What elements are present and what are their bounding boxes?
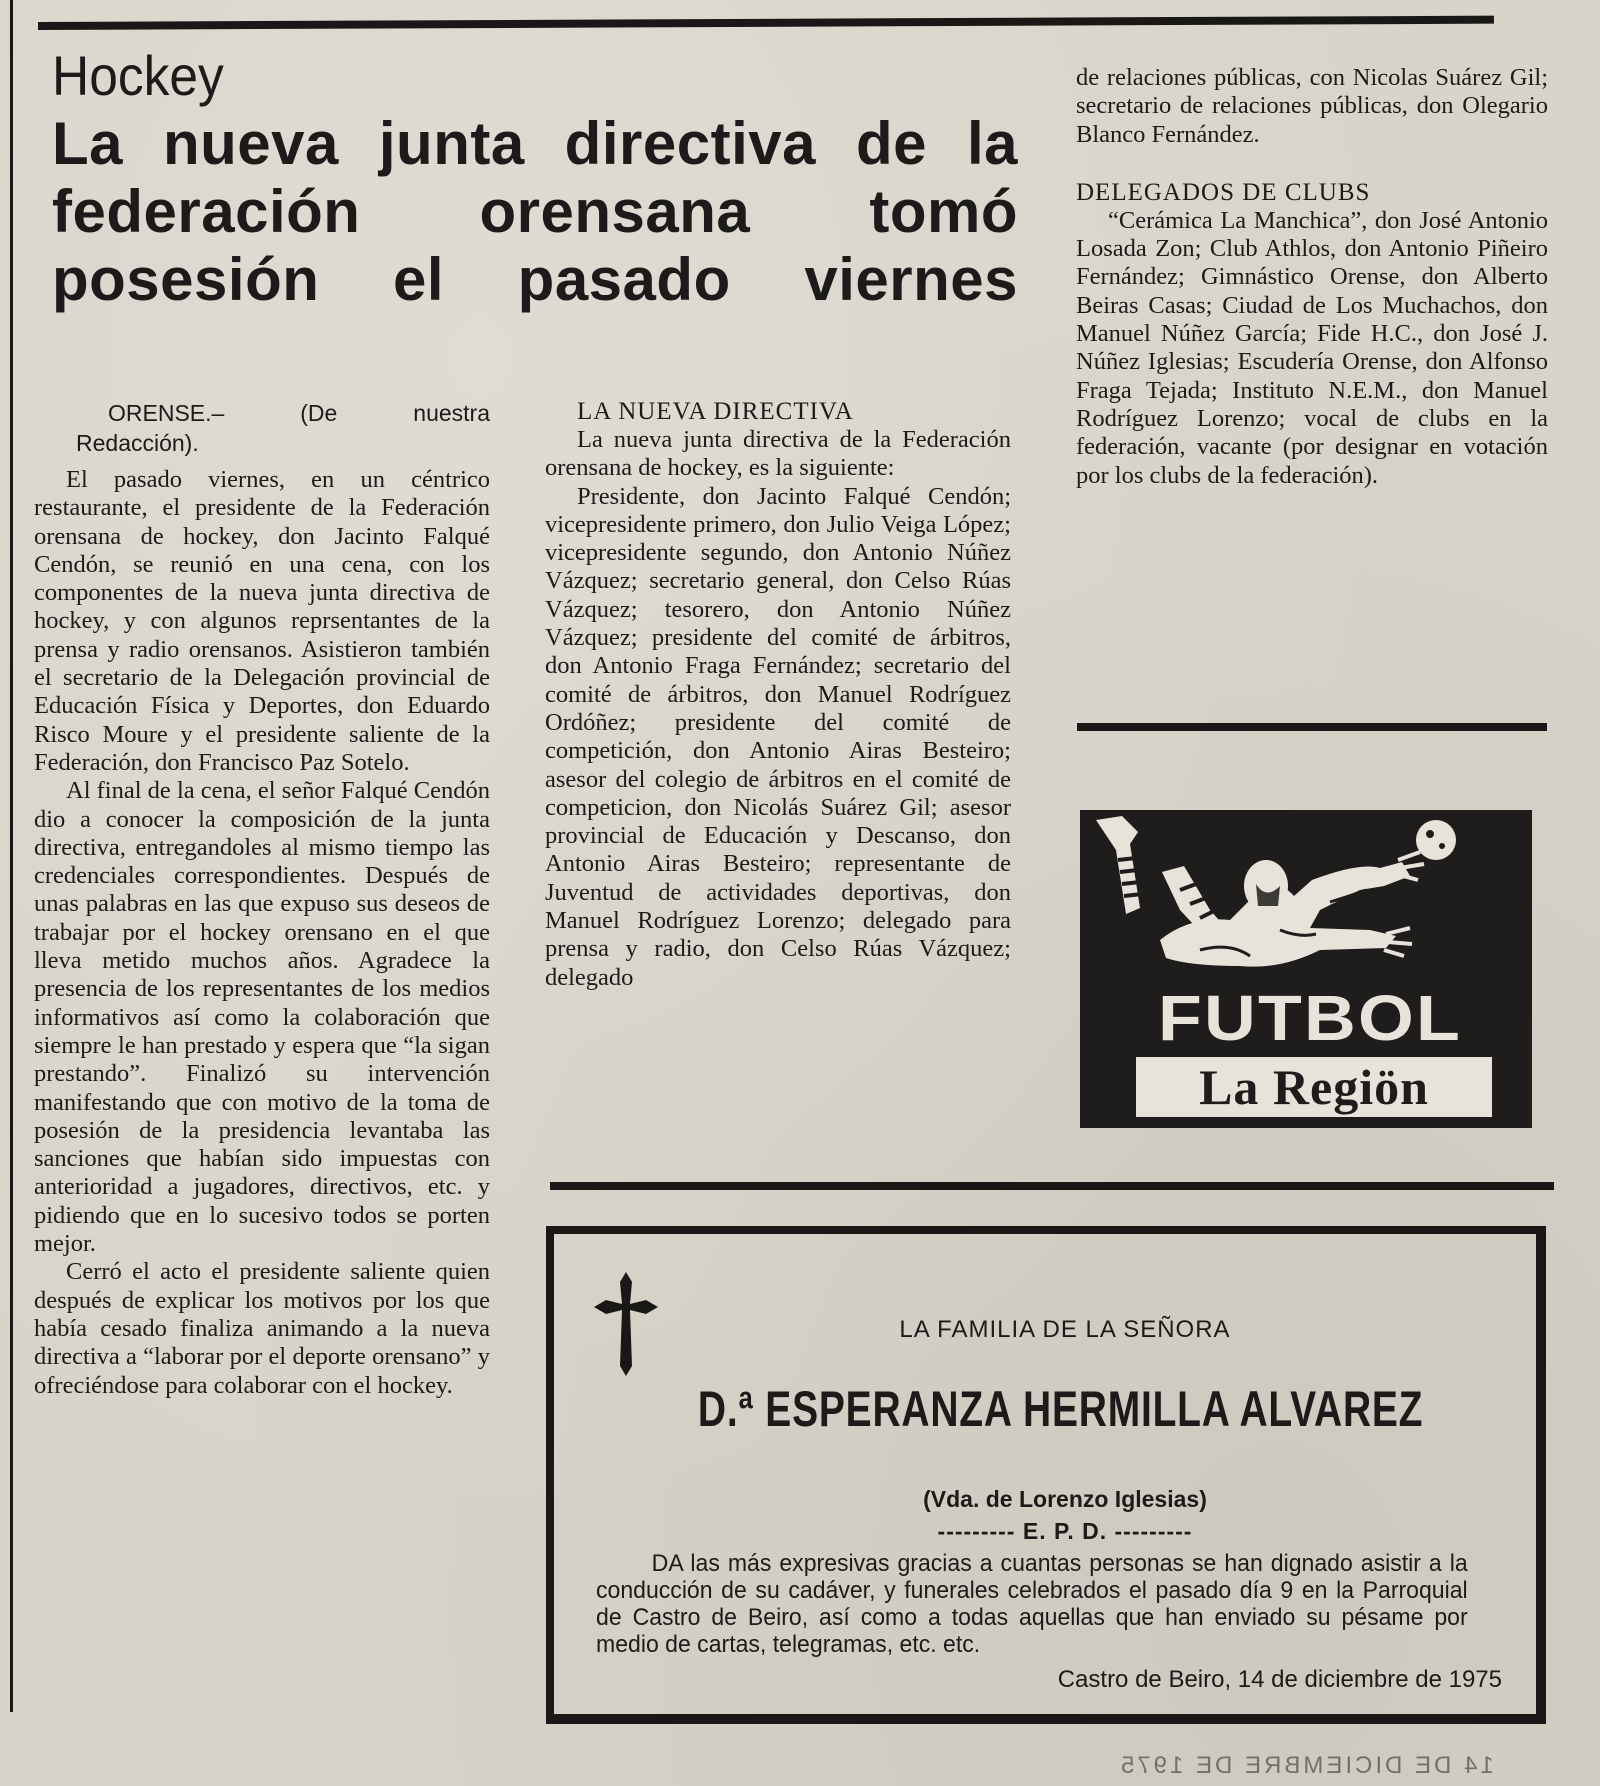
subhead-nueva-directiva: LA NUEVA DIRECTIVA [577,398,854,425]
logo-subtitle: La Regiön [1136,1057,1492,1117]
headline-line: posesión el pasado viernes [52,246,1018,313]
subhead-delegados-de-clubs: DELEGADOS DE CLUBS [1076,178,1371,206]
headline-line: La nueva junta directiva de la [52,110,1018,177]
obituary-notice [546,1226,1546,1724]
byline [34,398,490,458]
paragraph: Presidente, don Jacinto Falqué Cendón; vicepresidente primero, don Julio Veiga López; vicepresidente segundo, don Antonio Núñez Vázquez; secretario general, don Celso Rúas Vázquez; tesorero, don Antonio Núñez Vázquez; presidente del comité de árbitros, don Antonio Fraga Fernández; secretario del comité de árbitros, don Manuel Rodríguez Ordóñez; presidente del comité de competición, don Antonio Airas Besteiro; asesor del colegio de árbitros en el comité de competicion, don Nicolás Suárez Gil; asesor provincial de Educación y Descanso, don Antonio Airas Besteiro; representante de Juventud de actividades deportivas, don Manuel Rodríguez Lorenzo; delegado para prensa y radio, don Celso Rúas Vázquez; delegado [545,482,1011,991]
obituary-widow-of: (Vda. de Lorenzo Iglesias) [923,1486,1207,1512]
article-column-2 [545,398,1011,992]
article-headline [52,110,1018,314]
headline-line: federación orensana tomó [52,178,1018,245]
paragraph: Cerró el acto el presidente saliente quien después de explicar los motivos por los que había cesado finaliza animando a la nueva directiva a “laborar por el deporte orensano” y ofreciéndose para colaborar con el hockey. [34,1258,490,1399]
article-column-3 [1076,64,1548,490]
article-column-1 [34,398,490,1400]
right-column-rule [1077,723,1547,731]
logo-title: FUTBOL [1157,982,1463,1054]
paragraph: La nueva junta directiva de la Federación orensana de hockey, es la siguiente: [545,426,1011,482]
paragraph: “Cerámica La Manchica”, don José Antonio Losada Zon; Club Athlos, don Antonio Piñeiro Fernández; Gimnástico Orense, don Alberto Beiras Casas; Ciudad de Los Muchachos, don Manuel Núñez García; Fide H.C., don José J. Núñez Iglesias; Escudería Orense, don Alfonso Fraga Tejada; Instituto N.E.M., don Manuel Rodríguez Lorenzo; vocal de clubs en la federación, vacante (por designar en votación por los clubs de la federación). [1076,206,1548,489]
obituary-name: D.ª ESPERANZA HERMILLA ALVAREZ [697,1381,1424,1437]
paragraph: El pasado viernes, en un céntrico restaurante, el presidente de la Federación orensana de hockey, don Jacinto Falqué Cendón, se reunió en una cena, con los componentes de la nueva junta directiva de hockey, y con algunos reprsentantes de la prensa y radio orensanos. Asistieron también el secretario de la Delegación provincial de Educación Física y Deportes, don Eduardo Risco Moure y el presidente saliente de la Federación, don Francisco Paz Sotelo. [34,466,490,776]
obituary-epd: --------- E. P. D. --------- [937,1518,1193,1544]
obituary-top-rule [550,1182,1554,1190]
futbol-la-region-logo [1080,810,1532,1128]
byline-source: Redacción). [76,430,199,456]
byline-dateline: ORENSE.– (De nuestra [108,400,490,426]
obituary-body [596,1550,1468,1658]
obituary-text: DA las más expresivas gracias a cuantas personas se han dignado asistir a la conducción de su cadáver, y funerales celebrados el pasado día 9 en la Parroquial de Castro de Beiro, así como a todas aquellas que han enviado su pésame por medio de cartas, telegramas, etc. etc. [596,1550,1468,1658]
obituary-signature: Castro de Beiro, 14 de diciembre de 1975 [1057,1666,1502,1693]
obituary-lead: LA FAMILIA DE LA SEÑORA [899,1316,1231,1343]
paragraph-continuation: de relaciones públicas, con Nicolas Suárez Gil; secretario de relaciones públicas, don Olegario Blanco Fernández. [1076,64,1548,148]
left-column-rule [10,0,13,1712]
section-kicker: Hockey [52,44,224,107]
paragraph: Al final de la cena, el señor Falqué Cendón dio a conocer la composición de la junta directiva, entregandoles al mismo tiempo las credenciales correspondientes. Después de unas palabras en las que expuso sus deseos de trabajar por el hockey orensano en el que lleva metido muchos años. Agradece la presencia de los representantes de los medios informativos así como la colaboración que siempre le han prestado y espera que “la sigan prestando”. Finalizó su intervención manifestando que con motivo de la toma de posesión de la presidencia levantaba las sanciones que habían sido impuestas con anterioridad a jugadores, directivos, etc. y pidiendo que en lo sucesivo todos se porten mejor. [34,777,490,1258]
bleed-through-date: 14 DE DICIEMBRE DE 1975 [1118,1752,1494,1779]
